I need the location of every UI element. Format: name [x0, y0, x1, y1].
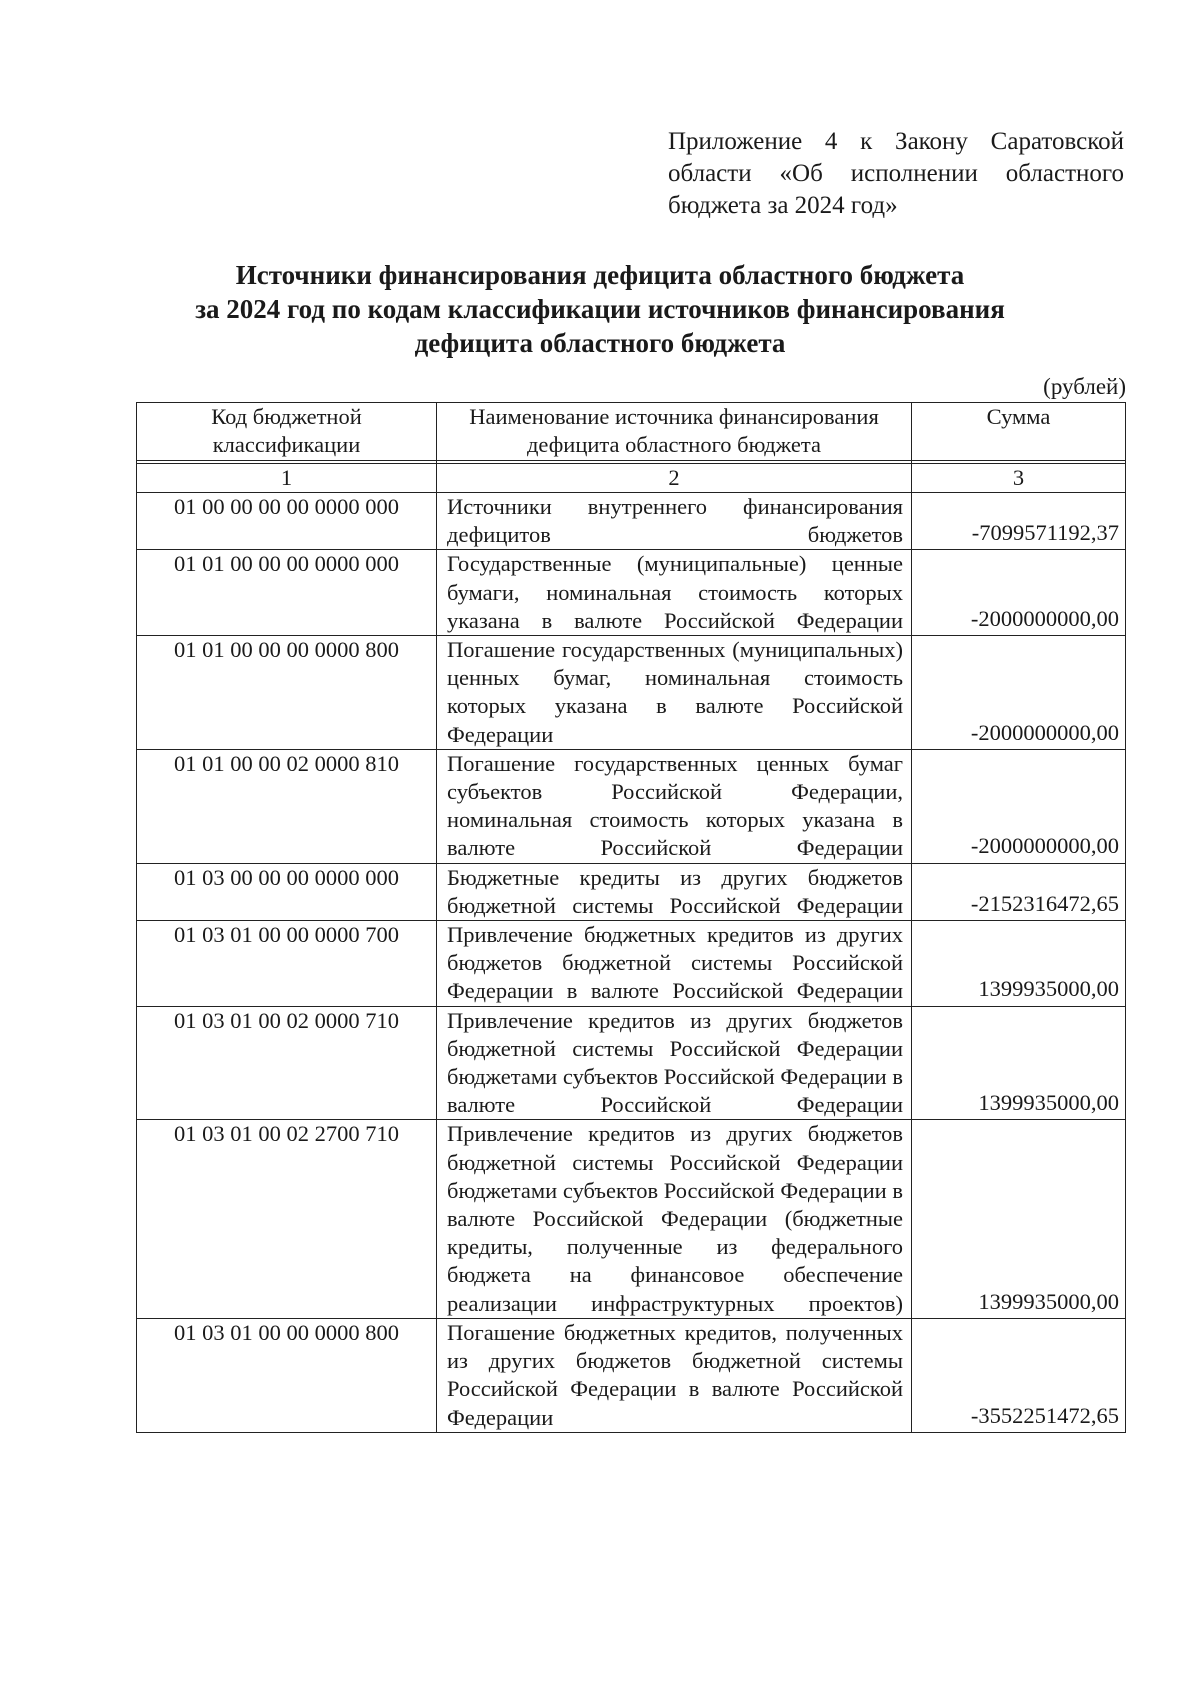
appendix-line: бюджета за 2024 год»: [668, 192, 898, 219]
budget-code: 01 03 01 00 02 2700 710: [137, 1120, 437, 1318]
column-header-code: Код бюджетной классификации: [137, 403, 437, 461]
budget-code: 01 03 00 00 00 0000 000: [137, 863, 437, 920]
amount: -2152316472,65: [912, 863, 1126, 920]
column-number: 2: [437, 464, 912, 493]
table-row: [137, 863, 1126, 920]
table-row: [137, 493, 1126, 550]
appendix-note: [668, 126, 1124, 222]
budget-code: 01 01 00 00 02 0000 810: [137, 749, 437, 863]
title-line: дефицита областного бюджета: [414, 328, 786, 358]
source-name: Бюджетные кредиты из других бюджетов бюджетной системы Российской Федерации: [437, 863, 912, 920]
column-header-amount: Сумма: [912, 403, 1126, 461]
amount: -2000000000,00: [912, 749, 1126, 863]
column-numbers-row: [137, 464, 1126, 493]
amount: -2000000000,00: [912, 636, 1126, 750]
source-name: Привлечение кредитов из других бюджетов бюджетной системы Российской Федерации бюджетами субъектов Российской Федерации в валюте Российской Федерации: [437, 1006, 912, 1120]
budget-code: 01 03 01 00 00 0000 700: [137, 921, 437, 1007]
table-row: [137, 550, 1126, 636]
table-row: [137, 749, 1126, 863]
table-header-row: [137, 403, 1126, 461]
document-title: [120, 258, 1080, 360]
table-row: [137, 921, 1126, 1007]
table-row: [137, 1318, 1126, 1432]
units-label: (рублей): [1043, 374, 1126, 399]
column-number: 3: [912, 464, 1126, 493]
amount: -7099571192,37: [912, 493, 1126, 550]
source-name: Погашение государственных (муниципальных) ценных бумаг, номинальная стоимость которых указана в валюте Российской Федерации: [437, 636, 912, 750]
column-header-name: Наименование источника финансирования дефицита областного бюджета: [437, 403, 912, 461]
source-name: Погашение государственных ценных бумаг субъектов Российской Федерации, номинальная стоимость которых указана в валюте Российской Федерации: [437, 749, 912, 863]
amount: -2000000000,00: [912, 550, 1126, 636]
table-row: [137, 1006, 1126, 1120]
source-name: Привлечение бюджетных кредитов из других бюджетов бюджетной системы Российской Федерации в валюте Российской Федерации: [437, 921, 912, 1007]
amount: 1399935000,00: [912, 1120, 1126, 1318]
budget-code: 01 01 00 00 00 0000 800: [137, 636, 437, 750]
appendix-line: области «Об исполнении областного: [668, 160, 1124, 187]
title-line: Источники финансирования дефицита областного бюджета: [235, 260, 965, 290]
table-row: [137, 636, 1126, 750]
appendix-line: Приложение 4 к Закону Саратовской: [668, 128, 1124, 155]
source-name: Погашение бюджетных кредитов, полученных из других бюджетов бюджетной системы Российской Федерации в валюте Российской Федерации: [437, 1318, 912, 1432]
amount: -3552251472,65: [912, 1318, 1126, 1432]
amount: 1399935000,00: [912, 1006, 1126, 1120]
table-row: [137, 1120, 1126, 1318]
budget-code: 01 01 00 00 00 0000 000: [137, 550, 437, 636]
title-line: за 2024 год по кодам классификации источников финансирования: [195, 294, 1005, 324]
source-name: Привлечение кредитов из других бюджетов бюджетной системы Российской Федерации бюджетами субъектов Российской Федерации в валюте Российской Федерации (бюджетные кредиты, полученные из федерального бюджета на финансовое обеспечение реализации инфраструктурных проектов): [437, 1120, 912, 1318]
budget-code: 01 03 01 00 02 0000 710: [137, 1006, 437, 1120]
budget-code: 01 03 01 00 00 0000 800: [137, 1318, 437, 1432]
budget-code: 01 00 00 00 00 0000 000: [137, 493, 437, 550]
amount: 1399935000,00: [912, 921, 1126, 1007]
source-name: Государственные (муниципальные) ценные бумаги, номинальная стоимость которых указана в валюте Российской Федерации: [437, 550, 912, 636]
financing-sources-table: [136, 402, 1126, 1433]
source-name: Источники внутреннего финансирования дефицитов бюджетов: [437, 493, 912, 550]
column-number: 1: [137, 464, 437, 493]
